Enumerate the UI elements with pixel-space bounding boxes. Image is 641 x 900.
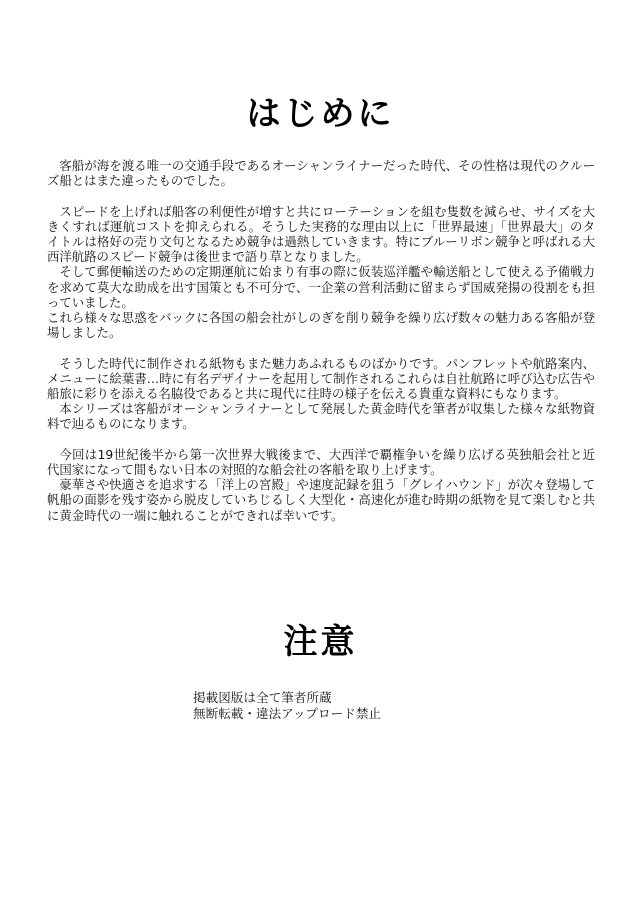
notice-heading: 注意 <box>283 622 358 662</box>
intro-heading: はじめに <box>246 94 395 134</box>
notice-line-prohibition: 無断転載・違法アップロード禁止 <box>193 706 382 721</box>
intro-paragraph-3: そして郵便輸送のための定期運航に始まり有事の際に仮装巡洋艦や輸送船として使える予備戦力を求めて莫大な助成を出す国策とも不可分で、一企業の営利活動に留まらず国威発揚の役割をも担っていました。 <box>47 264 595 310</box>
notice-line-copyright: 掲載図版は全て筆者所蔵 <box>193 690 332 705</box>
intro-paragraph-8: 豪華さや快適さを追求する「洋上の宮殿」や速度記録を狙う「グレイハウンド」が次々登場して帆船の面影を残す姿から脱皮していちじるしく大型化・高速化が進む時期の紙物を見て楽しむと共に黄金時代の一端に触れることができれば幸いです。 <box>47 477 595 523</box>
intro-body <box>47 158 595 523</box>
intro-paragraph-7: 今回は19世紀後半から第一次世界大戦後まで、大西洋で覇権争いを繰り広げる英独船会社と近代国家になって間もない日本の対照的な船会社の客船を取り上げます。 <box>47 446 595 478</box>
intro-paragraph-6: 本シリーズは客船がオーシャンライナーとして発展した黄金時代を筆者が収集した様々な紙物資料で辿るものになります。 <box>47 401 595 432</box>
intro-paragraph-4: これら様々な思惑をバックに各国の船会社がしのぎを削り競争を繰り広げ数々の魅力ある客船が登場しました。 <box>47 310 595 341</box>
intro-paragraph-2: スピードを上げれば船客の利便性が増すと共にローテーションを組む隻数を減らせ、サイズを大きくすれば運航コストを抑えられる。そうした実務的な理由以上に「世界最速」「世界最大」のタイトルは格好の売り文句となるため競争は過熱していきます。特にブルーリボン競争と呼ばれる大西洋航路のスピード競争は後世まで語り草となりました。 <box>47 203 595 265</box>
intro-paragraph-5: そうした時代に制作される紙物もまた魅力あふれるものばかりです。パンフレットや航路案内、メニューに絵葉書…時に有名デザイナーを起用して制作されるこれらは自社航路に呼び込む広告や船旅に彩りを添える名脇役であると共に現代に往時の様子を伝える貴重な資料にもなります。 <box>47 355 595 402</box>
notice-block <box>193 690 381 722</box>
intro-paragraph-1: 客船が海を渡る唯一の交通手段であるオーシャンライナーだった時代、その性格は現代のクルーズ船とはまた違ったものでした。 <box>47 158 595 189</box>
